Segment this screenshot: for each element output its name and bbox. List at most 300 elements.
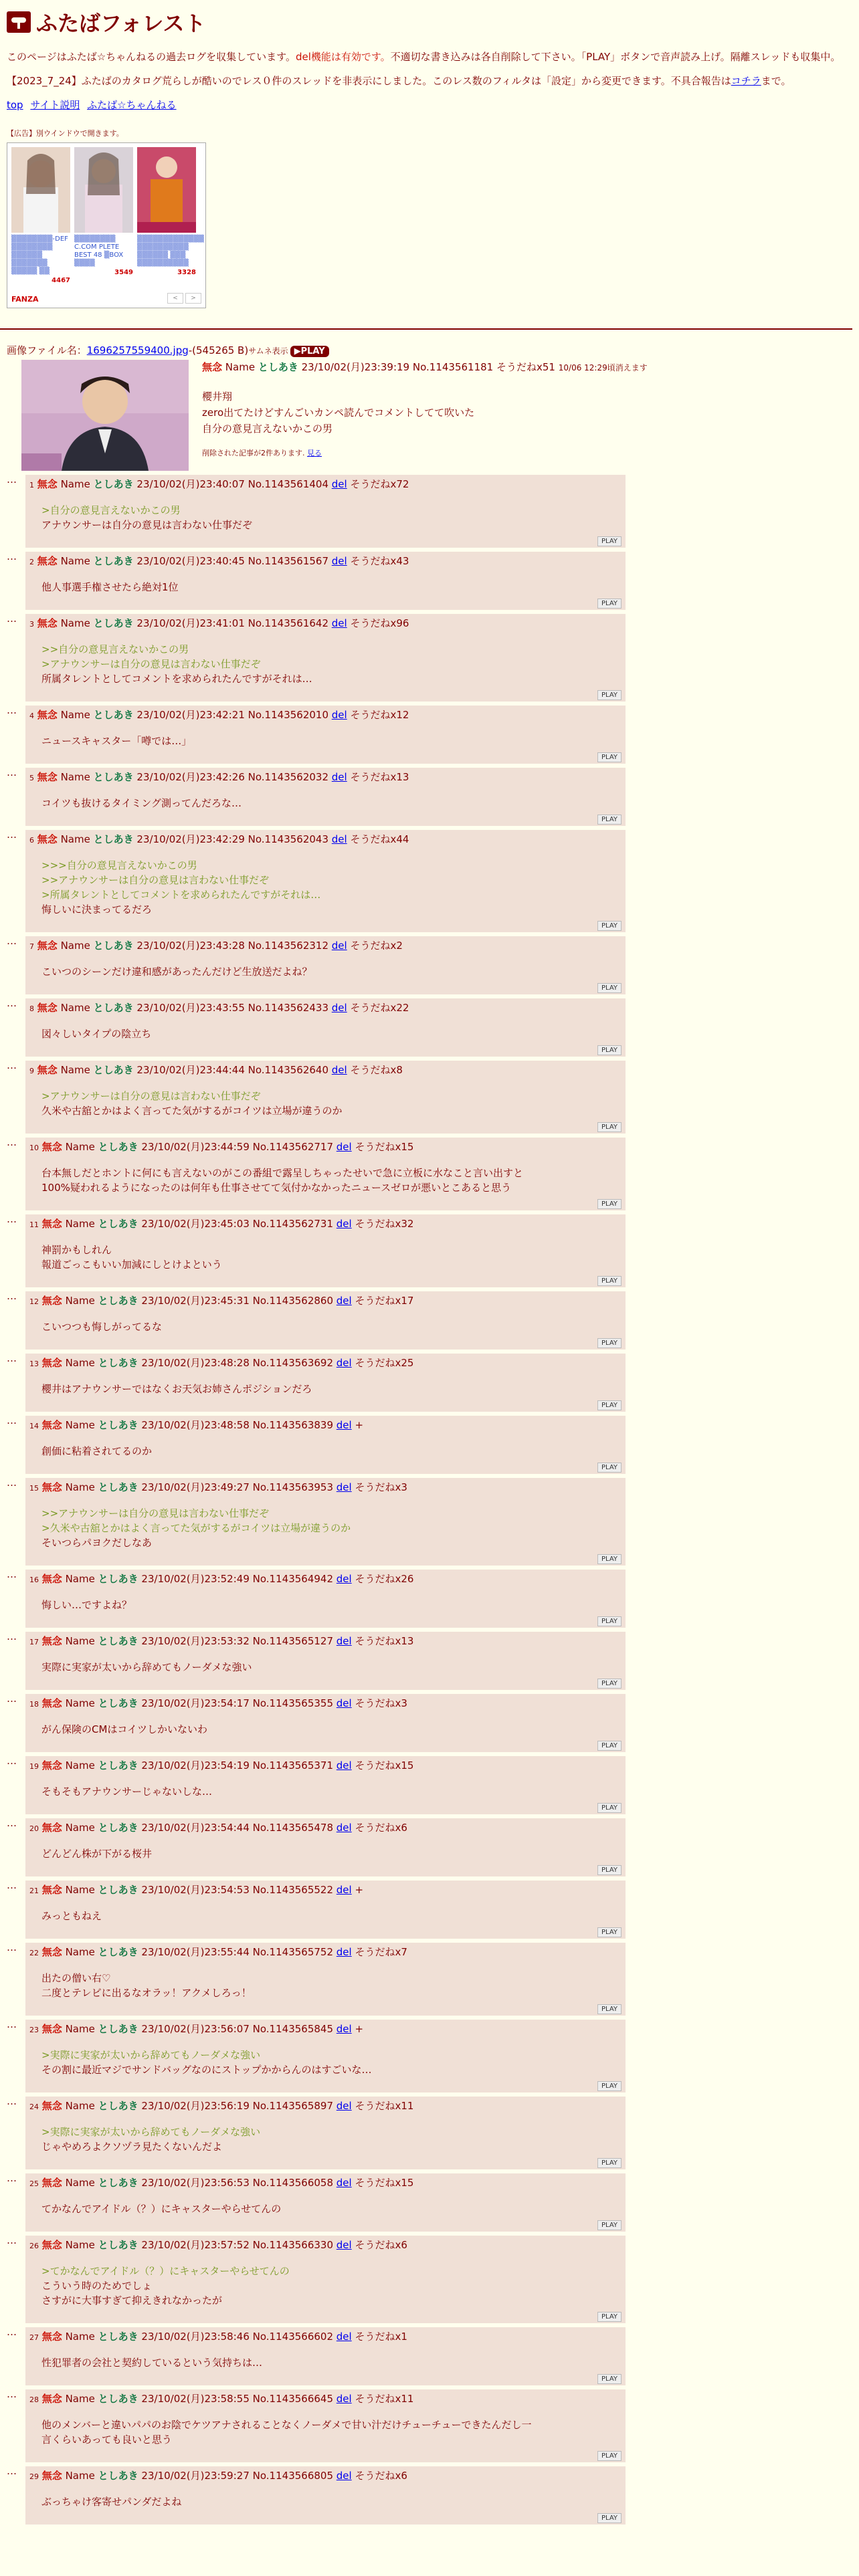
reply-name: としあき: [98, 1635, 138, 1647]
reply-post: [7, 1478, 852, 1566]
reply-line: 他人事選手権させたら絶対1位: [41, 581, 179, 593]
show-deleted-link[interactable]: 見る: [307, 449, 322, 457]
reply-play-button[interactable]: PLAY: [597, 2081, 622, 2091]
del-link[interactable]: del: [336, 2100, 352, 2112]
soda-button[interactable]: そうだねx43: [350, 555, 409, 567]
del-link[interactable]: del: [336, 1419, 352, 1431]
quote-line: >てかなんでアイドル（？）にキャスターやらせてんの: [41, 2265, 290, 2277]
reply-post: [7, 1138, 852, 1210]
reply-text: [41, 1382, 622, 1396]
reply-number[interactable]: No.1143566058: [252, 2177, 333, 2189]
reply-line: 久米や古舘とかはよく言ってた気がするがコイツは立場が違うのか: [41, 1105, 343, 1117]
reply-number[interactable]: No.1143565845: [252, 2023, 333, 2035]
reply-line: そもそもアナウンサーじゃないしな…: [41, 1786, 213, 1798]
reply-number[interactable]: No.1143565355: [252, 1697, 333, 1709]
soda-button[interactable]: そうだねx6: [355, 2239, 407, 2251]
soda-button[interactable]: そうだねx3: [355, 1697, 407, 1709]
reply-body: 5 無念 Name としあき 23/10/02(月)23:42:26 No.1143562032 del そうだねx13 コイツも抜けるタイミング測ってんだろな… PLAY: [25, 768, 626, 826]
reply-number[interactable]: No.1143562731: [252, 1218, 333, 1230]
reply-date: 23/10/02(月)23:42:21: [136, 709, 245, 721]
reply-number[interactable]: No.1143562433: [248, 1002, 328, 1014]
reply-post: [7, 614, 852, 702]
reply-date: 23/10/02(月)23:56:19: [141, 2100, 250, 2112]
reply-post: [7, 1881, 852, 1939]
op-number[interactable]: No.1143561181: [412, 361, 494, 373]
site-info-link[interactable]: サイト説明: [30, 99, 80, 111]
reply-play-button[interactable]: PLAY: [597, 1400, 622, 1410]
reply-index: 27: [29, 2333, 39, 2342]
reply-body: 3 無念 Name としあき 23/10/02(月)23:41:01 No.1143561642 del そうだねx96 >>自分の意見言えないかこの男 >アナウンサーは自分の意見は言わない仕事だぞ 所属タレントとしてコメントを求められたんですがそれは… PLAY: [25, 614, 626, 702]
soda-button[interactable]: そうだねx1: [355, 2331, 407, 2343]
reply-post: [7, 2236, 852, 2323]
reply-name: としあき: [93, 617, 134, 629]
reply-play-button[interactable]: PLAY: [597, 1865, 622, 1875]
op-post: 無念 Name としあき 23/10/02(月)23:39:19 No.1143561181 そうだねx51 10/06 12:29頃消えます 櫻井翔 zero出てたけどすんごいカンペ読んでコメントしてて吹いた 自分の意見言えないかこの男 削除された記事が2件あります. 見る: [21, 360, 852, 471]
reply-play-button[interactable]: PLAY: [597, 2513, 622, 2523]
soda-button[interactable]: そうだねx25: [355, 1357, 414, 1369]
soda-button[interactable]: +: [355, 1419, 364, 1431]
reply-subject: 無念: [41, 2393, 62, 2405]
reply-play-button[interactable]: PLAY: [597, 536, 622, 546]
op-text: 櫻井翔 zero出てたけどすんごいカンペ読んでコメントしてて吹いた 自分の意見言えないかこの男: [202, 391, 475, 435]
ad-brand[interactable]: FANZA: [11, 295, 39, 304]
soda-button[interactable]: そうだねx22: [350, 1002, 409, 1014]
reply-subject: 無念: [41, 1635, 62, 1647]
reply-number[interactable]: No.1143565371: [252, 1759, 333, 1772]
soda-button[interactable]: そうだねx6: [355, 2470, 407, 2482]
ad-item-2[interactable]: ▒▒▒▒▒▒▒▒ C.COM PLETE BEST 48 ▒BOX ▒▒▒▒ 3549: [74, 235, 133, 276]
reply-text: [41, 1089, 622, 1118]
del-link[interactable]: del: [331, 478, 347, 490]
reply-play-button[interactable]: PLAY: [597, 921, 622, 931]
soda-button[interactable]: そうだねx96: [350, 617, 409, 629]
reply-line: こういう時のためでしょ: [41, 2280, 153, 2292]
reply-number[interactable]: No.1143562043: [248, 833, 328, 845]
reply-index: 25: [29, 2179, 39, 2188]
reply-play-button[interactable]: PLAY: [597, 1803, 622, 1813]
reply-post: [7, 1943, 852, 2016]
reply-text: [41, 2202, 622, 2216]
reply-play-button[interactable]: PLAY: [597, 1276, 622, 1286]
futaba-link[interactable]: ふたば☆ちゃんねる: [87, 99, 177, 111]
soda-button[interactable]: そうだねx3: [355, 1481, 407, 1493]
site-logo-icon[interactable]: [7, 11, 31, 33]
del-link[interactable]: del: [336, 1697, 352, 1709]
reply-dots: …: [7, 1213, 17, 1225]
del-link[interactable]: del: [336, 1884, 352, 1896]
reply-play-button[interactable]: PLAY: [597, 2374, 622, 2384]
del-link[interactable]: del: [336, 2470, 352, 2482]
reply-body: 19 無念 Name としあき 23/10/02(月)23:54:19 No.1143565371 del そうだねx15 そもそもアナウンサーじゃないしな… PLAY: [25, 1756, 626, 1814]
soda-button[interactable]: そうだねx32: [355, 1218, 414, 1230]
reply-name: としあき: [98, 2239, 138, 2251]
reply-text: [41, 1971, 622, 2000]
del-link[interactable]: del: [331, 709, 347, 721]
soda-button[interactable]: そうだねx6: [355, 1822, 407, 1834]
reply-name: としあき: [93, 1064, 134, 1076]
reply-subject: 無念: [41, 1884, 62, 1896]
reply-number[interactable]: No.1143565522: [252, 1884, 333, 1896]
reply-dots: …: [7, 1817, 17, 1829]
soda-button[interactable]: +: [355, 2023, 364, 2035]
reply-play-button[interactable]: PLAY: [597, 2158, 622, 2168]
reply-index: 21: [29, 1887, 39, 1895]
reply-dots: …: [7, 1630, 17, 1642]
reply-body: 2 無念 Name としあき 23/10/02(月)23:40:45 No.1143561567 del そうだねx43 他人事選手権させたら絶対1位 PLAY: [25, 552, 626, 610]
reply-number[interactable]: No.1143564942: [252, 1573, 333, 1585]
reply-name: としあき: [98, 1295, 138, 1307]
reply-post: [7, 2173, 852, 2232]
reply-play-button[interactable]: PLAY: [597, 1679, 622, 1689]
reply-post: [7, 2020, 852, 2092]
reply-number[interactable]: No.1143562010: [248, 709, 328, 721]
ad-prev-button[interactable]: <: [167, 293, 183, 304]
reply-post: [7, 768, 852, 826]
reply-subject: 無念: [41, 1419, 62, 1431]
reply-line: 所属タレントとしてコメントを求められたんですがそれは…: [41, 673, 312, 685]
reply-dots: …: [7, 2465, 17, 2477]
quote-line: >>アナウンサーは自分の意見は言わない仕事だぞ: [41, 874, 270, 886]
del-link[interactable]: del: [336, 2239, 352, 2251]
soda-button[interactable]: そうだねx26: [355, 1573, 414, 1585]
reply-date: 23/10/02(月)23:44:44: [136, 1064, 245, 1076]
reply-name: としあき: [93, 709, 134, 721]
reply-post: [7, 1694, 852, 1752]
reply-body: 18 無念 Name としあき 23/10/02(月)23:54:17 No.1143565355 del そうだねx3 がん保険のCMはコイツしかいないわ PLAY: [25, 1694, 626, 1752]
reply-name: としあき: [93, 1002, 134, 1014]
reply-index: 4: [29, 712, 34, 720]
reply-number[interactable]: No.1143566602: [252, 2331, 333, 2343]
reply-post: [7, 2097, 852, 2169]
del-link[interactable]: del: [331, 555, 347, 567]
reply-dots: …: [7, 1352, 17, 1364]
op-expire: 10/06 12:29頃消えます: [558, 363, 648, 372]
op-subject: 無念: [202, 361, 223, 373]
reply-text: [41, 1784, 622, 1799]
reply-name: としあき: [93, 833, 134, 845]
reply-date: 23/10/02(月)23:56:07: [141, 2023, 250, 2035]
reply-text: [41, 2125, 622, 2154]
reply-line: 二度とテレビに出るなオラッ！アクメしろっ！: [41, 1987, 252, 1999]
reply-number[interactable]: No.1143561642: [248, 617, 328, 629]
reply-line: 100%疑われるようになったのは何年も仕事させてて気付かなかったニュースゼロが悪いとこあると思う: [41, 1182, 512, 1194]
reply-play-button[interactable]: PLAY: [597, 1463, 622, 1473]
reply-line: 報道ごっこもいい加減にしとけよという: [41, 1259, 222, 1271]
reply-play-button[interactable]: PLAY: [597, 1338, 622, 1348]
notice-text: 【2023_7_24】ふたばのカタログ荒らしが酷いのでレス０件のスレッドを非表示にしました。このレス数のフィルタは「設定」から変更できます。不具合報告はコチラまで。: [7, 75, 791, 87]
reply-number[interactable]: No.1143562640: [248, 1064, 328, 1076]
reply-subject: 無念: [37, 940, 58, 952]
reply-number[interactable]: No.1143561404: [248, 478, 328, 490]
ad-banner[interactable]: [7, 142, 206, 308]
top-links: [7, 98, 852, 112]
reply-name: としあき: [98, 1218, 138, 1230]
reply-number[interactable]: No.1143563692: [252, 1357, 333, 1369]
del-link[interactable]: del: [336, 2023, 352, 2035]
reply-body: 28 無念 Name としあき 23/10/02(月)23:58:55 No.1143566645 del そうだねx11 他のメンバーと違いパパのお陰でケツアナされることなくノーダメで甘い汁だけチューチューできたんだし一 言くらいあっても良いと思う PLAY: [25, 2389, 626, 2462]
reply-date: 23/10/02(月)23:42:29: [136, 833, 245, 845]
soda-button[interactable]: そうだねx11: [355, 2393, 414, 2405]
del-link[interactable]: del: [336, 2177, 352, 2189]
reply-date: 23/10/02(月)23:43:55: [136, 1002, 245, 1014]
reply-subject: 無念: [41, 2239, 62, 2251]
reply-name: としあき: [98, 1357, 138, 1369]
reply-text: [41, 2418, 622, 2447]
reply-play-button[interactable]: PLAY: [597, 690, 622, 700]
file-line: 画像ファイル名：1696257559400.jpg-(545265 B)サムネ表示 ▶PLAY: [7, 343, 852, 357]
soda-button[interactable]: そうだねx15: [355, 2177, 414, 2189]
reply-number[interactable]: No.1143562312: [248, 940, 328, 952]
top-link[interactable]: top: [7, 99, 23, 111]
reply-text: [41, 734, 622, 748]
ad-note: 【広告】別ウインドウで開きます。: [7, 129, 124, 138]
reply-number[interactable]: No.1143565478: [252, 1822, 333, 1834]
reply-play-button[interactable]: PLAY: [597, 1045, 622, 1055]
reply-index: 24: [29, 2103, 39, 2111]
reply-subject: 無念: [37, 1002, 58, 1014]
soda-button[interactable]: そうだねx13: [350, 771, 409, 783]
reply-name: としあき: [98, 1419, 138, 1431]
del-link[interactable]: del: [336, 1573, 352, 1585]
reply-dots: …: [7, 2095, 17, 2107]
soda-button[interactable]: そうだねx8: [350, 1064, 403, 1076]
soda-button[interactable]: +: [355, 1884, 364, 1896]
del-link[interactable]: del: [331, 833, 347, 845]
reply-post: [7, 1756, 852, 1814]
reply-play-button[interactable]: PLAY: [597, 1616, 622, 1626]
report-link[interactable]: コチラ: [731, 75, 761, 87]
reply-date: 23/10/02(月)23:53:32: [141, 1635, 250, 1647]
ad-next-button[interactable]: >: [185, 293, 201, 304]
reply-name: としあき: [98, 1759, 138, 1772]
reply-body: 29 無念 Name としあき 23/10/02(月)23:59:27 No.1143566805 del そうだねx6 ぶっちゃけ客寄せパンダだよね PLAY: [25, 2466, 626, 2525]
reply-post: [7, 2327, 852, 2385]
reply-post: [7, 1214, 852, 1287]
reply-play-button[interactable]: PLAY: [597, 1554, 622, 1564]
reply-name: としあき: [98, 1884, 138, 1896]
op-soda-button[interactable]: そうだねx51: [496, 361, 555, 373]
del-link[interactable]: del: [331, 1064, 347, 1076]
reply-line: 櫻井はアナウンサーではなくお天気お姉さんポジションだろ: [41, 1383, 312, 1395]
soda-button[interactable]: そうだねx15: [355, 1141, 414, 1153]
del-link[interactable]: del: [336, 1295, 352, 1307]
image-file-link[interactable]: 1696257559400.jpg: [86, 344, 189, 356]
ad-image-3[interactable]: [137, 147, 196, 233]
reply-play-button[interactable]: PLAY: [597, 599, 622, 609]
del-link[interactable]: del: [336, 2331, 352, 2343]
del-link[interactable]: del: [331, 1002, 347, 1014]
reply-subject: 無念: [37, 1064, 58, 1076]
reply-name: としあき: [98, 1822, 138, 1834]
reply-dots: …: [7, 2388, 17, 2400]
reply-date: 23/10/02(月)23:58:46: [141, 2331, 250, 2343]
del-link[interactable]: del: [331, 617, 347, 629]
reply-play-button[interactable]: PLAY: [597, 2004, 622, 2014]
soda-button[interactable]: そうだねx17: [355, 1295, 414, 1307]
reply-index: 26: [29, 2242, 39, 2250]
ad-item-3[interactable]: ▒▒▒▒▒▒▒▒▒▒▒▒▒ ▒▒▒▒▒▒▒▒▒▒ ▒▒▒▒▒▒ ▒▒▒ ▒▒▒▒▒▒▒▒▒▒ 3328: [137, 235, 204, 276]
reply-date: 23/10/02(月)23:43:28: [136, 940, 245, 952]
soda-button[interactable]: そうだねx11: [355, 2100, 414, 2112]
del-link[interactable]: del: [331, 771, 347, 783]
del-link[interactable]: del: [336, 1141, 352, 1153]
del-link[interactable]: del: [331, 940, 347, 952]
reply-play-button[interactable]: PLAY: [597, 752, 622, 762]
reply-text: [41, 1722, 622, 1737]
reply-post: [7, 830, 852, 932]
soda-button[interactable]: そうだねx2: [350, 940, 403, 952]
reply-number[interactable]: No.1143562032: [248, 771, 328, 783]
del-link[interactable]: del: [336, 1357, 352, 1369]
reply-text: [41, 2264, 622, 2308]
reply-number[interactable]: No.1143565897: [252, 2100, 333, 2112]
reply-name: としあき: [98, 1573, 138, 1585]
reply-index: 15: [29, 1484, 39, 1493]
reply-line: 言くらいあっても良いと思う: [41, 2434, 172, 2446]
soda-button[interactable]: そうだねx15: [355, 1759, 414, 1772]
reply-index: 9: [29, 1067, 34, 1075]
reply-subject: 無念: [37, 617, 58, 629]
quote-line: >久米や古舘とかはよく言ってた気がするがコイツは立場が違うのか: [41, 1522, 351, 1534]
reply-number[interactable]: No.1143565127: [252, 1635, 333, 1647]
quote-line: >アナウンサーは自分の意見は言わない仕事だぞ: [41, 658, 261, 670]
op-play-button[interactable]: ▶PLAY: [290, 346, 329, 357]
reply-number[interactable]: No.1143566645: [252, 2393, 333, 2405]
del-link[interactable]: del: [336, 1822, 352, 1834]
reply-index: 5: [29, 774, 34, 782]
reply-text: [41, 1243, 622, 1272]
del-link[interactable]: del: [336, 2393, 352, 2405]
reply-name: としあき: [98, 2100, 138, 2112]
reply-dots: …: [7, 1755, 17, 1767]
reply-name: としあき: [93, 555, 134, 567]
reply-name: としあき: [93, 940, 134, 952]
reply-play-button[interactable]: PLAY: [597, 1199, 622, 1209]
reply-play-button[interactable]: PLAY: [597, 2220, 622, 2230]
reply-number[interactable]: No.1143565752: [252, 1946, 333, 1958]
reply-index: 6: [29, 836, 34, 845]
reply-post: [7, 1632, 852, 1690]
reply-date: 23/10/02(月)23:59:27: [141, 2470, 250, 2482]
reply-line: その割に最近マジでサンドバッグなのにストップかからんのはすごいな…: [41, 2064, 372, 2076]
reply-line: こいつつも悔しがってるな: [41, 1321, 163, 1333]
reply-play-button[interactable]: PLAY: [597, 1122, 622, 1132]
reply-dots: …: [7, 2018, 17, 2030]
reply-body: 10 無念 Name としあき 23/10/02(月)23:44:59 No.1143562717 del そうだねx15 台本無しだとホントに何にも言えないのがこの番組で露呈しちゃったせいで急に立板に水なこと言い出すと 100%疑われるようになったのは何年も仕事させてて気付かなかったニュースゼロが悪いとこあると思う PLAY: [25, 1138, 626, 1210]
reply-dots: …: [7, 704, 17, 716]
reply-play-button[interactable]: PLAY: [597, 983, 622, 993]
reply-play-button[interactable]: PLAY: [597, 1741, 622, 1751]
reply-text: [41, 503, 622, 532]
soda-button[interactable]: そうだねx12: [350, 709, 409, 721]
reply-line: アナウンサーは自分の意見は言わない仕事だぞ: [41, 519, 253, 531]
reply-name: としあき: [98, 2023, 138, 2035]
ad-image-2[interactable]: [74, 147, 133, 233]
reply-post: [7, 475, 852, 548]
reply-play-button[interactable]: PLAY: [597, 2312, 622, 2322]
reply-body: 11 無念 Name としあき 23/10/02(月)23:45:03 No.1143562731 del そうだねx32 神罰かもしれん 報道ごっこもいい加減にしとけよという PLAY: [25, 1214, 626, 1287]
reply-index: 7: [29, 942, 34, 951]
reply-number[interactable]: No.1143566330: [252, 2239, 333, 2251]
reply-name: としあき: [98, 1481, 138, 1493]
soda-button[interactable]: そうだねx13: [355, 1635, 414, 1647]
deleted-note: 削除された記事が2件あります. 見る: [202, 449, 322, 457]
reply-body: 13 無念 Name としあき 23/10/02(月)23:48:28 No.1143563692 del そうだねx25 櫻井はアナウンサーではなくお天気お姉さんポジションだろ PLAY: [25, 1354, 626, 1412]
soda-button[interactable]: そうだねx7: [355, 1946, 407, 1958]
reply-index: 11: [29, 1220, 39, 1229]
reply-play-button[interactable]: PLAY: [597, 2451, 622, 2461]
site-header: [7, 7, 852, 37]
quote-line: >アナウンサーは自分の意見は言わない仕事だぞ: [41, 1090, 261, 1102]
reply-play-button[interactable]: PLAY: [597, 815, 622, 825]
reply-subject: 無念: [41, 1759, 62, 1772]
reply-dots: …: [7, 935, 17, 947]
del-link[interactable]: del: [336, 1946, 352, 1958]
soda-button[interactable]: そうだねx72: [350, 478, 409, 490]
reply-name: としあき: [98, 1697, 138, 1709]
del-link[interactable]: del: [336, 1759, 352, 1772]
reply-body: 1 無念 Name としあき 23/10/02(月)23:40:07 No.1143561404 del そうだねx72 >自分の意見言えないかこの男 アナウンサーは自分の意見は言わない仕事だぞ PLAY: [25, 475, 626, 548]
reply-date: 23/10/02(月)23:55:44: [141, 1946, 250, 1958]
reply-subject: 無念: [41, 1295, 62, 1307]
reply-index: 12: [29, 1297, 39, 1306]
del-link[interactable]: del: [336, 1481, 352, 1493]
reply-body: 8 無念 Name としあき 23/10/02(月)23:43:55 No.1143562433 del そうだねx22 図々しいタイプの陰立ち PLAY: [25, 998, 626, 1057]
reply-dots: …: [7, 1136, 17, 1148]
reply-dots: …: [7, 1059, 17, 1071]
del-link[interactable]: del: [336, 1218, 352, 1230]
reply-line: さすがに大事すぎて抑えきれなかったが: [41, 2294, 223, 2306]
reply-number[interactable]: No.1143563839: [252, 1419, 333, 1431]
reply-line: こいつのシーンだけ違和感があったんだけど生放送だよね？: [41, 966, 312, 978]
reply-body: 20 無念 Name としあき 23/10/02(月)23:54:44 No.1143565478 del そうだねx6 どんどん株が下がる桜井 PLAY: [25, 1818, 626, 1876]
soda-button[interactable]: そうだねx44: [350, 833, 409, 845]
op-name: としあき: [258, 361, 298, 373]
ad-item-1[interactable]: ▒▒▒▒▒▒▒▒-DEF ▒▒▒▒▒▒▒▒ ▒▒▒▒▒▒ ▒▒▒▒▒▒▒ ▒▒▒▒▒ ▒▒ 4467: [11, 235, 70, 284]
reply-number[interactable]: No.1143566805: [252, 2470, 333, 2482]
op-image[interactable]: [21, 360, 189, 471]
quote-line: >自分の意見言えないかこの男: [41, 504, 181, 516]
reply-index: 20: [29, 1824, 39, 1833]
reply-line: どんどん株が下がる桜井: [41, 1848, 153, 1860]
del-link[interactable]: del: [336, 1635, 352, 1647]
reply-dots: …: [7, 1290, 17, 1302]
reply-line: 出たの僧い右♡: [41, 1972, 111, 1984]
reply-text: [41, 1506, 622, 1550]
quote-line: >実際に実家が太いから辞めてもノーダメな強い: [41, 2049, 261, 2061]
reply-number[interactable]: No.1143562717: [252, 1141, 333, 1153]
reply-index: 10: [29, 1144, 39, 1152]
reply-subject: 無念: [41, 2023, 62, 2035]
reply-name: としあき: [98, 1141, 138, 1153]
reply-dots: …: [7, 1879, 17, 1891]
reply-date: 23/10/02(月)23:48:58: [141, 1419, 250, 1431]
reply-text: [41, 1027, 622, 1041]
reply-number[interactable]: No.1143562860: [252, 1295, 333, 1307]
reply-index: 8: [29, 1004, 34, 1013]
reply-text: [41, 2494, 622, 2509]
thumb-toggle[interactable]: サムネ表示: [248, 346, 288, 356]
reply-number[interactable]: No.1143561567: [248, 555, 328, 567]
reply-date: 23/10/02(月)23:44:59: [141, 1141, 250, 1153]
quote-line: >>アナウンサーは自分の意見は言わない仕事だぞ: [41, 1507, 270, 1519]
reply-subject: 無念: [41, 1141, 62, 1153]
ad-image-1[interactable]: [11, 147, 70, 233]
reply-number[interactable]: No.1143563953: [252, 1481, 333, 1493]
reply-subject: 無念: [41, 1946, 62, 1958]
reply-play-button[interactable]: PLAY: [597, 1927, 622, 1937]
reply-line: 台本無しだとホントに何にも言えないのがこの番組で露呈しちゃったせいで急に立板に水なこと言い出すと: [41, 1167, 524, 1179]
